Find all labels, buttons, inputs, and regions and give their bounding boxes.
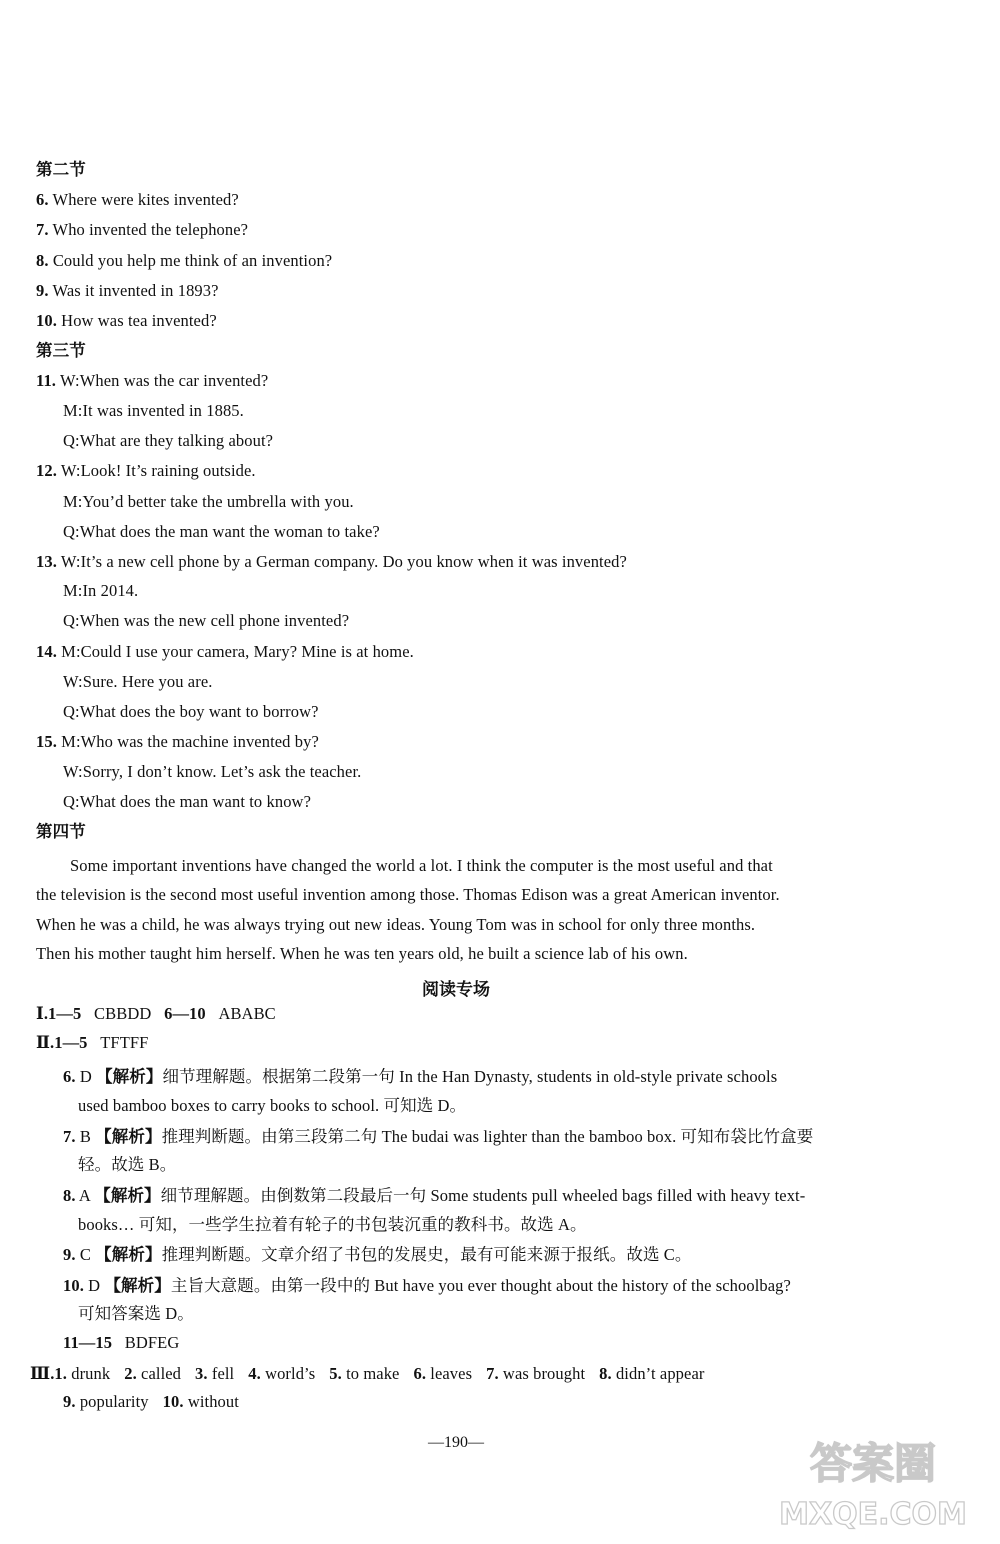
explanation-line: 9. C 【解析】推理判断题。文章介绍了书包的发展史，最有可能来源于报纸。故选 C。 — [63, 1245, 692, 1264]
dialog-line: 15. M:Who was the machine invented by? — [36, 732, 319, 751]
svg-text:答案圈: 答案圈 — [809, 1439, 937, 1488]
dialog-line: W:Sorry, I don’t know. Let’s ask the teacher. — [63, 762, 362, 781]
page-number: —190— — [428, 1434, 484, 1451]
explanation-line: 7. B 【解析】推理判断题。由第三段第二句 The budai was lighter than the bamboo box. 可知布袋比竹盒要 — [63, 1127, 814, 1146]
answer-row: Ⅲ.1. drunk 2. called 3. fell 4. world’s 5. to make 6. leaves 7. was brought 8. didn’t appear — [30, 1364, 705, 1383]
section-heading: 第四节 — [36, 822, 86, 841]
section-heading: 第二节 — [36, 160, 86, 179]
svg-text:MXQE.COM: MXQE.COM — [779, 1497, 967, 1532]
explanation-line: books… 可知，一些学生拉着有轮子的书包装沉重的教科书。故选 A。 — [78, 1215, 587, 1234]
explanation-line: 6. D 【解析】细节理解题。根据第二段第一句 In the Han Dynasty, students in old-style private schools — [63, 1067, 778, 1086]
dialog-line: M:You’d better take the umbrella with you. — [63, 492, 354, 511]
dialog-line: 11. W:When was the car invented? — [36, 371, 269, 390]
watermark-logo — [768, 1426, 978, 1536]
dialog-line: Q:When was the new cell phone invented? — [63, 611, 350, 630]
dialog-line: 14. M:Could I use your camera, Mary? Mine is at home. — [36, 642, 414, 661]
dialog-line: Q:What does the man want the woman to take? — [63, 522, 380, 541]
passage-line: the television is the second most useful invention among those. Thomas Edison was a great American inventor. — [36, 885, 780, 904]
question-item: 8. Could you help me think of an invention? — [36, 251, 333, 270]
explanation-line: 8. A 【解析】细节理解题。由倒数第二段最后一句 Some students pull wheeled bags filled with heavy text- — [63, 1186, 806, 1205]
passage-line: Then his mother taught him herself. When he was ten years old, he built a science lab of his own. — [36, 944, 688, 963]
dialog-line: M:It was invented in 1885. — [63, 401, 244, 420]
answer-row: Ⅰ.1—5 CBBDD 6—10 ABABC — [36, 1004, 276, 1023]
passage-line: When he was a child, he was always trying out new ideas. Young Tom was in school for only three months. — [36, 915, 756, 934]
question-item: 9. Was it invented in 1893? — [36, 281, 219, 300]
answer-row: Ⅱ.1—5 TFTFF — [36, 1033, 149, 1052]
question-item: 7. Who invented the telephone? — [36, 220, 249, 239]
section-heading: 第三节 — [36, 341, 86, 360]
dialog-line: 12. W:Look! It’s raining outside. — [36, 461, 256, 480]
explanation-line: 10. D 【解析】主旨大意题。由第一段中的 But have you ever thought about the history of the schoolbag? — [63, 1276, 791, 1295]
question-item: 10. How was tea invented? — [36, 311, 217, 330]
dialog-line: M:In 2014. — [63, 581, 139, 600]
reading-title: 阅读专场 — [422, 980, 490, 999]
question-item: 6. Where were kites invented? — [36, 190, 239, 209]
dialog-line: 13. W:It’s a new cell phone by a German company. Do you know when it was invented? — [36, 552, 627, 571]
explanation-line: 轻。故选 B。 — [78, 1155, 177, 1174]
dialog-line: Q:What are they talking about? — [63, 431, 274, 450]
answer-row: 9. popularity 10. without — [63, 1392, 239, 1411]
answer-row: 11—15 BDFEG — [63, 1333, 180, 1352]
explanation-line: used bamboo boxes to carry books to school. 可知选 D。 — [78, 1096, 467, 1115]
dialog-line: Q:What does the man want to know? — [63, 792, 311, 811]
explanation-line: 可知答案选 D。 — [78, 1304, 194, 1323]
dialog-line: Q:What does the boy want to borrow? — [63, 702, 319, 721]
passage-line: Some important inventions have changed the world a lot. I think the computer is the most useful and that — [70, 856, 773, 875]
dialog-line: W:Sure. Here you are. — [63, 672, 213, 691]
